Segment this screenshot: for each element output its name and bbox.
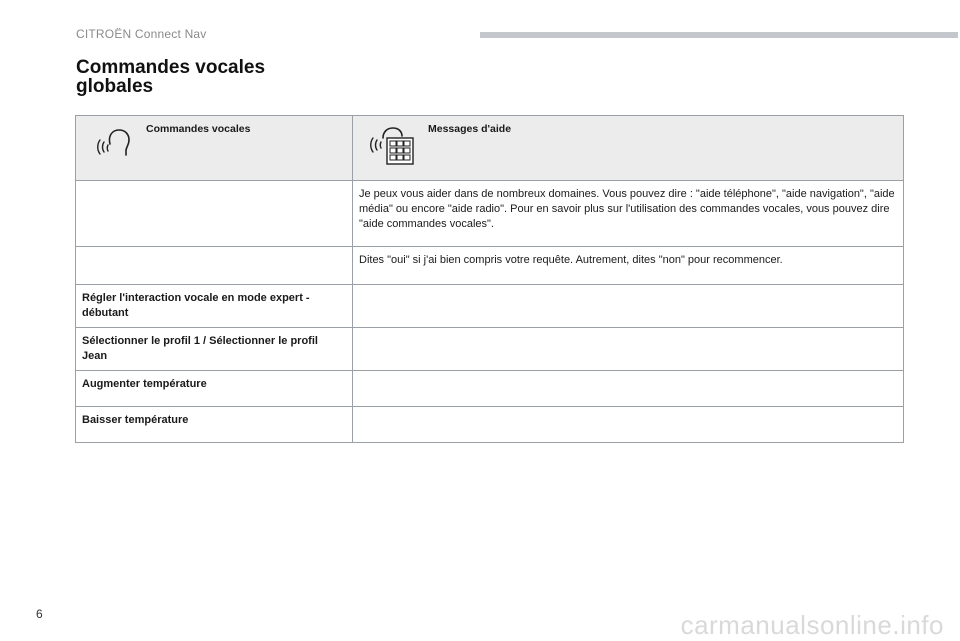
help-cell: Je peux vous aider dans de nombreux domaines. Vous pouvez dire : "aide téléphone", "aide navigation", "aide média" ou encore "aide radio". Pour en savoir plus sur l'utilisation des commandes vocales, vous pouvez dire "aide commandes vocales". (353, 181, 904, 247)
command-cell (76, 247, 353, 285)
page-title: Commandes vocales globales (76, 57, 266, 97)
table-header-row (76, 116, 904, 181)
command-cell (76, 181, 353, 247)
command-cell: Augmenter température (76, 371, 353, 407)
command-cell: Baisser température (76, 407, 353, 443)
table-row (76, 181, 904, 247)
help-cell (353, 285, 904, 328)
header-label-commands: Commandes vocales (146, 123, 251, 135)
table-row (76, 247, 904, 285)
help-cell (353, 407, 904, 443)
help-cell (353, 328, 904, 371)
command-cell: Régler l'interaction vocale en mode expert - débutant (76, 285, 353, 328)
header-cell-help (353, 116, 904, 181)
voice-command-icon (94, 124, 134, 165)
table-row (76, 328, 904, 371)
voice-help-keypad-icon (369, 124, 415, 171)
page-number: 6 (36, 607, 43, 621)
watermark: carmanualsonline.info (680, 610, 944, 640)
header-label-help: Messages d'aide (428, 123, 512, 135)
header-cell-commands (76, 116, 353, 181)
header-divider-bar (480, 32, 958, 38)
voice-commands-table (75, 115, 904, 443)
table-row (76, 407, 904, 443)
help-cell: Dites "oui" si j'ai bien compris votre requête. Autrement, dites "non" pour recommencer. (353, 247, 904, 285)
table-row (76, 285, 904, 328)
command-cell: Sélectionner le profil 1 / Sélectionner le profil Jean (76, 328, 353, 371)
table-row (76, 371, 904, 407)
help-cell (353, 371, 904, 407)
header-title: CITROËN Connect Nav (76, 27, 207, 41)
